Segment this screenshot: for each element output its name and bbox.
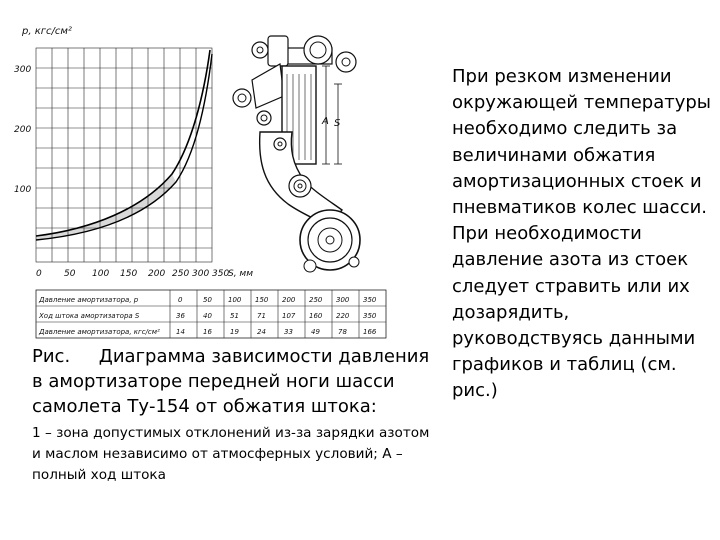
table-row-label: Ход штока амортизатора S: [39, 312, 140, 320]
table-cell: 107: [282, 312, 296, 320]
x-tick-350: 350: [212, 269, 230, 279]
table-cell: 50: [203, 296, 212, 304]
caption-title: Рис. Диаграмма зависимости давления в амортизаторе передней ноги шасси самолета Ту-154 от обжатия штока:: [32, 346, 435, 417]
y-axis-label: p, кгс/см²: [22, 26, 72, 37]
data-table: [36, 290, 386, 338]
table-cell: 250: [309, 296, 323, 304]
table-cell: 49: [311, 328, 320, 336]
figure: [12, 14, 432, 340]
figure-drawing: [12, 14, 432, 340]
table-cell: 200: [282, 296, 296, 304]
table-cell: 78: [338, 328, 347, 336]
table-cell: 220: [336, 312, 350, 320]
dimension-label-s: S: [334, 118, 341, 129]
x-tick-150: 150: [120, 269, 138, 279]
y-tick-100: 100: [14, 185, 32, 195]
chart-grid: [36, 48, 212, 262]
x-tick-0: 0: [36, 269, 42, 279]
table-cell: 160: [309, 312, 323, 320]
table-cell: 19: [230, 328, 239, 336]
table-cell: 51: [230, 312, 239, 320]
x-tick-250: 250: [172, 269, 190, 279]
figure-caption: [32, 344, 435, 486]
table-cell: 300: [336, 296, 350, 304]
landing-gear-drawing: [233, 36, 360, 272]
tolerance-zone: [36, 174, 176, 240]
dimension-label-a: A: [322, 116, 329, 127]
caption-legend: 1 – зона допустимых отклонений из-за зарядки азотом и маслом независимо от атмосферных условий; А – полный ход штока: [32, 425, 430, 483]
table-cell: 14: [176, 328, 185, 336]
table-row-label: Давление амортизатора, кгс/см²: [39, 328, 160, 336]
table-cell: 150: [255, 296, 269, 304]
table-cell: 24: [257, 328, 266, 336]
table-cell: 166: [363, 328, 377, 336]
x-tick-200: 200: [148, 269, 166, 279]
table-cell: 350: [363, 312, 377, 320]
x-tick-100: 100: [92, 269, 110, 279]
x-tick-300: 300: [192, 269, 210, 279]
table-cell: 40: [203, 312, 212, 320]
body-paragraph: При резком изменении окружающей температуры необходимо следить за величинами обжатия амортизационных стоек и пневматиков колес шасси. При необходимости давление азота из стоек следует стравить или их дозарядить, руководствуясь данными графиков и таблиц (см. рис.): [452, 66, 712, 402]
y-tick-300: 300: [14, 65, 32, 75]
table-row-label: Давление амортизатора, p: [39, 296, 139, 304]
x-tick-unit: S, мм: [228, 269, 254, 279]
x-tick-labels: [36, 269, 253, 279]
table-cell: 71: [257, 312, 266, 320]
table-cell: 36: [176, 312, 185, 320]
table-cell: 0: [178, 296, 183, 304]
table-cell: 350: [363, 296, 377, 304]
x-tick-50: 50: [64, 269, 76, 279]
y-tick-200: 200: [14, 125, 32, 135]
table-cell: 16: [203, 328, 212, 336]
table-cell: 100: [228, 296, 242, 304]
table-cell: 33: [284, 328, 293, 336]
